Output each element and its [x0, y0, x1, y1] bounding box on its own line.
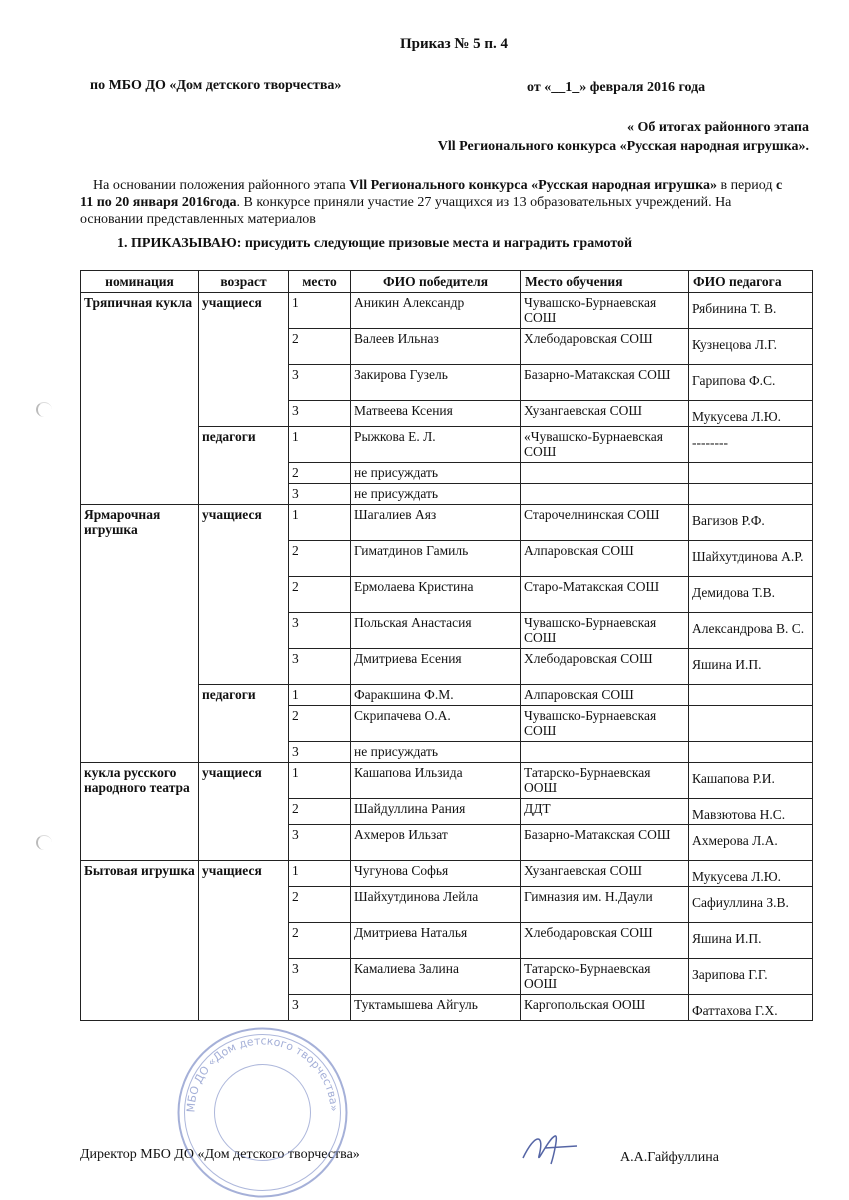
- winner-cell: Валеев Ильназ: [351, 329, 521, 365]
- teacher-cell: [689, 463, 813, 484]
- school-cell: Каргопольская ООШ: [521, 995, 689, 1021]
- place-cell: 1: [289, 505, 351, 541]
- teacher-cell: Фаттахова Г.Х.: [689, 995, 813, 1021]
- col-header-winner: ФИО победителя: [351, 271, 521, 293]
- winner-cell: Скрипачева О.А.: [351, 706, 521, 742]
- punch-hole-mark: [36, 835, 52, 850]
- school-cell: Хлебодаровская СОШ: [521, 923, 689, 959]
- school-cell: [521, 463, 689, 484]
- place-cell: 1: [289, 861, 351, 887]
- winner-cell: Шайдуллина Рания: [351, 799, 521, 825]
- col-header-place: место: [289, 271, 351, 293]
- winner-cell: Камалиева Залина: [351, 959, 521, 995]
- school-cell: Татарско-Бурнаевская ООШ: [521, 959, 689, 995]
- school-cell: Чувашско-Бурнаевская СОШ: [521, 706, 689, 742]
- teacher-cell: Яшина И.П.: [689, 923, 813, 959]
- school-cell: Старочелнинская СОШ: [521, 505, 689, 541]
- intro-contest-name: Vll Регионального конкурса «Русская народная игрушка»: [349, 178, 717, 193]
- nomination-cell: кукла русского народного театра: [81, 763, 199, 861]
- teacher-cell: Мавзютова Н.С.: [689, 799, 813, 825]
- winner-cell: Туктамышева Айгуль: [351, 995, 521, 1021]
- winner-cell: Ермолаева Кристина: [351, 577, 521, 613]
- teacher-cell: Кузнецова Л.Г.: [689, 329, 813, 365]
- winner-cell: не присуждать: [351, 484, 521, 505]
- place-cell: 3: [289, 995, 351, 1021]
- winner-cell: не присуждать: [351, 742, 521, 763]
- subject-line-2: Vll Регионального конкурса «Русская народная игрушка».: [437, 139, 809, 154]
- order-date: от «__1_» февраля 2016 года: [527, 80, 706, 95]
- school-cell: ДДТ: [521, 799, 689, 825]
- nomination-cell: Бытовая игрушка: [81, 861, 199, 1021]
- winner-cell: Чугунова Софья: [351, 861, 521, 887]
- school-cell: Базарно-Матакская СОШ: [521, 825, 689, 861]
- stamp-text: МБО ДО «Дом детского творчества»: [184, 1034, 341, 1113]
- place-cell: 3: [289, 401, 351, 427]
- teacher-cell: Вагизов Р.Ф.: [689, 505, 813, 541]
- place-cell: 3: [289, 742, 351, 763]
- teacher-cell: Мукусева Л.Ю.: [689, 401, 813, 427]
- col-header-age: возраст: [199, 271, 289, 293]
- teacher-cell: Ахмерова Л.А.: [689, 825, 813, 861]
- place-cell: 1: [289, 763, 351, 799]
- table-row: [81, 763, 813, 799]
- school-cell: Старо-Матакская СОШ: [521, 577, 689, 613]
- director-title: Директор МБО ДО «Дом детского творчества»: [80, 1147, 360, 1162]
- teacher-cell: Шайхутдинова А.Р.: [689, 541, 813, 577]
- school-cell: Алпаровская СОШ: [521, 541, 689, 577]
- order-statement: 1. ПРИКАЗЫВАЮ: присудить следующие призовые места и наградить грамотой: [117, 236, 633, 251]
- results-body: [81, 293, 813, 1021]
- table-row: [81, 861, 813, 887]
- table-row: [81, 505, 813, 541]
- age-group-cell: педагоги: [199, 427, 289, 505]
- place-cell: 3: [289, 365, 351, 401]
- winner-cell: Шагалиев Аяз: [351, 505, 521, 541]
- age-group-cell: педагоги: [199, 685, 289, 763]
- winner-cell: Кашапова Ильзида: [351, 763, 521, 799]
- winner-cell: Закирова Гузель: [351, 365, 521, 401]
- intro-period: с 11 по 20 января 2016года: [80, 178, 783, 210]
- nomination-cell: Тряпичная кукла: [81, 293, 199, 505]
- winner-cell: Ахмеров Ильзат: [351, 825, 521, 861]
- school-cell: Гимназия им. Н.Даули: [521, 887, 689, 923]
- teacher-cell: Александрова В. С.: [689, 613, 813, 649]
- age-group-cell: учащиеся: [199, 763, 289, 861]
- school-cell: Базарно-Матакская СОШ: [521, 365, 689, 401]
- subject-line-1: « Об итогах районного этапа: [627, 120, 809, 135]
- director-signature: [515, 1128, 585, 1168]
- teacher-cell: --------: [689, 427, 813, 463]
- place-cell: 2: [289, 541, 351, 577]
- place-cell: 3: [289, 649, 351, 685]
- age-group-cell: учащиеся: [199, 861, 289, 1021]
- place-cell: 2: [289, 799, 351, 825]
- school-cell: Хлебодаровская СОШ: [521, 329, 689, 365]
- table-row: [81, 293, 813, 329]
- teacher-cell: [689, 484, 813, 505]
- col-header-nomination: номинация: [81, 271, 199, 293]
- winner-cell: Аникин Александр: [351, 293, 521, 329]
- winner-cell: Польская Анастасия: [351, 613, 521, 649]
- intro-text-1: На основании положения районного этапа: [93, 178, 350, 193]
- place-cell: 3: [289, 613, 351, 649]
- winner-cell: не присуждать: [351, 463, 521, 484]
- place-cell: 1: [289, 427, 351, 463]
- place-cell: 2: [289, 887, 351, 923]
- intro-text-5: . В конкурсе приняли участие 27 учащихся из 13 образовательных учреждений. На основании представленных материалов: [80, 195, 732, 227]
- school-cell: Хузангаевская СОШ: [521, 861, 689, 887]
- school-cell: Татарско-Бурнаевская ООШ: [521, 763, 689, 799]
- place-cell: 3: [289, 484, 351, 505]
- teacher-cell: [689, 706, 813, 742]
- place-cell: 2: [289, 923, 351, 959]
- intro-text-3: в период: [716, 178, 776, 193]
- school-cell: [521, 484, 689, 505]
- winner-cell: Гиматдинов Гамиль: [351, 541, 521, 577]
- winner-cell: Рыжкова Е. Л.: [351, 427, 521, 463]
- teacher-cell: Демидова Т.В.: [689, 577, 813, 613]
- order-title: Приказ № 5 п. 4: [400, 36, 509, 52]
- school-cell: [521, 742, 689, 763]
- table-header-row: [81, 271, 813, 293]
- place-cell: 2: [289, 463, 351, 484]
- nomination-cell: Ярмарочная игрушка: [81, 505, 199, 763]
- organization-name: по МБО ДО «Дом детского творчества»: [90, 78, 342, 93]
- place-cell: 3: [289, 825, 351, 861]
- place-cell: 1: [289, 293, 351, 329]
- teacher-cell: Мукусева Л.Ю.: [689, 861, 813, 887]
- winner-cell: Фаракшина Ф.М.: [351, 685, 521, 706]
- school-cell: Чувашско-Бурнаевская СОШ: [521, 613, 689, 649]
- place-cell: 1: [289, 685, 351, 706]
- svg-text:МБО ДО «Дом детского творчеств: [184, 1034, 340, 1112]
- teacher-cell: Сафиуллина З.В.: [689, 887, 813, 923]
- teacher-cell: Гарипова Ф.С.: [689, 365, 813, 401]
- school-cell: Алпаровская СОШ: [521, 685, 689, 706]
- teacher-cell: [689, 742, 813, 763]
- col-header-school: Место обучения: [521, 271, 689, 293]
- place-cell: 2: [289, 577, 351, 613]
- punch-hole-mark: [36, 402, 52, 417]
- intro-paragraph: [80, 177, 790, 228]
- teacher-cell: Зарипова Г.Г.: [689, 959, 813, 995]
- age-group-cell: учащиеся: [199, 293, 289, 427]
- winner-cell: Шайхутдинова Лейла: [351, 887, 521, 923]
- teacher-cell: Рябинина Т. В.: [689, 293, 813, 329]
- winner-cell: Дмитриева Есения: [351, 649, 521, 685]
- place-cell: 3: [289, 959, 351, 995]
- official-stamp: [175, 1025, 350, 1200]
- teacher-cell: Яшина И.П.: [689, 649, 813, 685]
- winner-cell: Дмитриева Наталья: [351, 923, 521, 959]
- school-cell: Хузангаевская СОШ: [521, 401, 689, 427]
- col-header-teacher: ФИО педагога: [689, 271, 813, 293]
- place-cell: 2: [289, 706, 351, 742]
- winner-cell: Матвеева Ксения: [351, 401, 521, 427]
- results-table: [80, 270, 813, 1021]
- school-cell: Чувашско-Бурнаевская СОШ: [521, 293, 689, 329]
- teacher-cell: [689, 685, 813, 706]
- school-cell: «Чувашско-Бурнаевская СОШ: [521, 427, 689, 463]
- school-cell: Хлебодаровская СОШ: [521, 649, 689, 685]
- age-group-cell: учащиеся: [199, 505, 289, 685]
- director-name: А.А.Гайфуллина: [620, 1150, 719, 1165]
- teacher-cell: Кашапова Р.И.: [689, 763, 813, 799]
- place-cell: 2: [289, 329, 351, 365]
